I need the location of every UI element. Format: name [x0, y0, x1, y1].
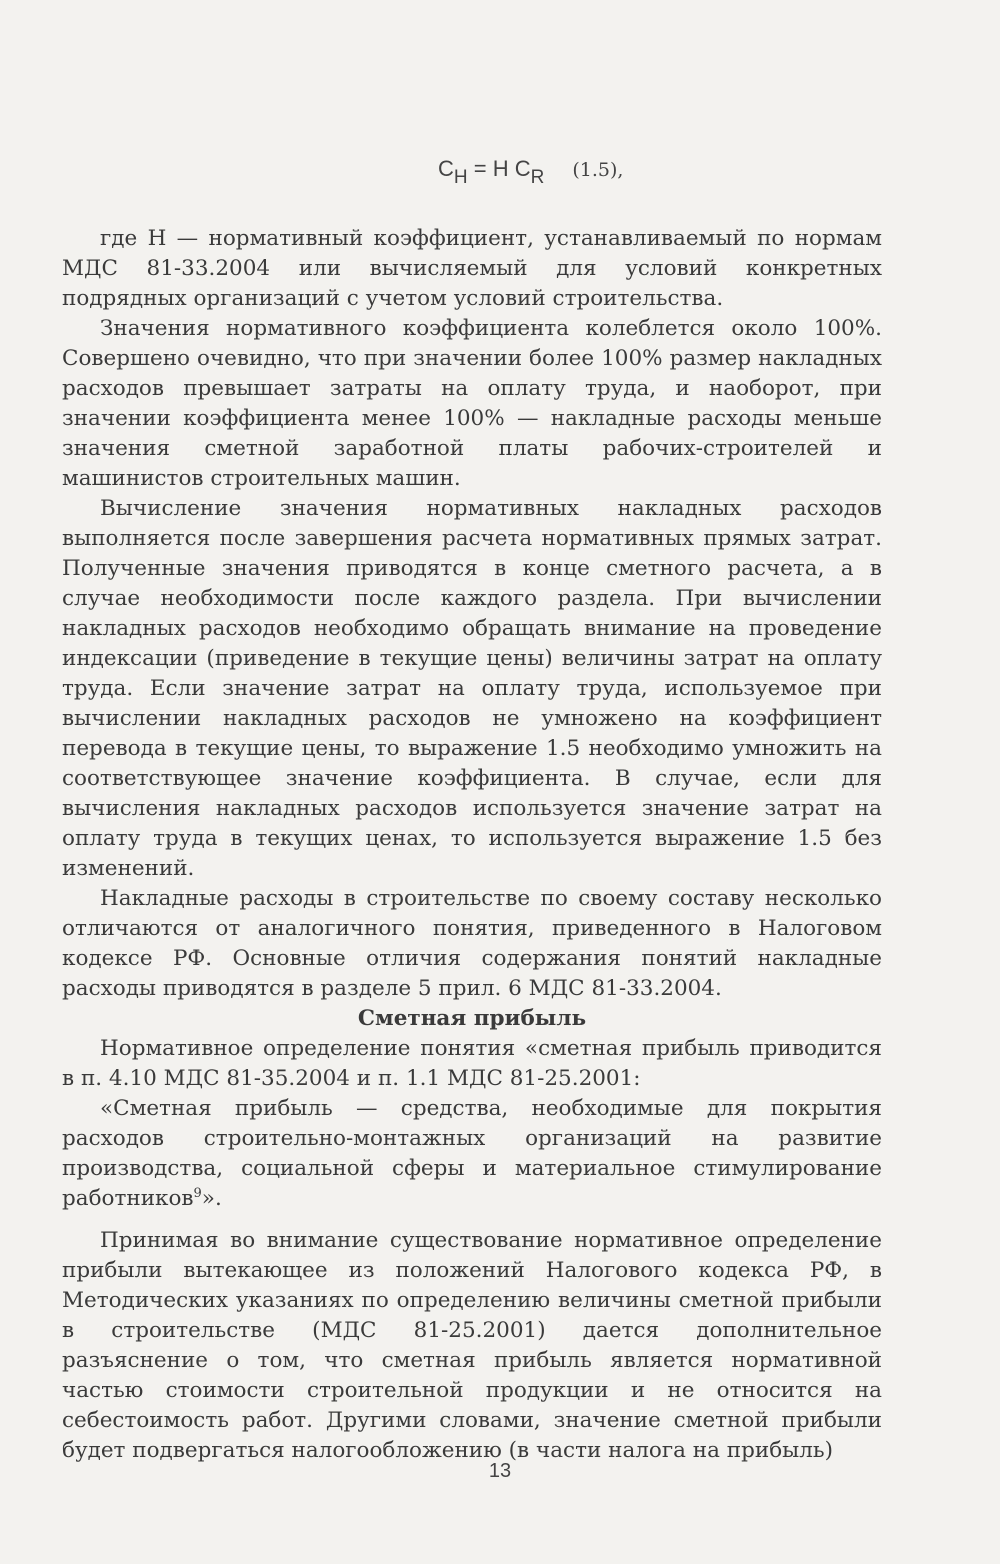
formula-lhs-sub: H [453, 167, 468, 188]
formula-number: (1.5), [572, 159, 624, 181]
formula-lhs: C [438, 156, 454, 181]
page-number: 13 [488, 1460, 512, 1482]
paragraph: где Н — нормативный коэффициент, устанавливаемый по нормам МДС 81-33.2004 или вычисляемый для условий конкретных подрядных организаций с учетом условий строительства. [62, 226, 882, 311]
formula-eq: = H C [467, 156, 531, 181]
paragraph: Значения нормативного коэффициента колеблется около 100%. Совершено очевидно, что при значении более 100% размер накладных расходов превышает затраты на оплату труда, и наоборот, при значении коэффициента менее 100% — накладные расходы меньше значения сметной заработной платы рабочих-строителей и машинистов строительных машин. [62, 316, 882, 491]
paragraph: Накладные расходы в строительстве по своему составу несколько отличаются от аналогичного понятия, приведенного в Налоговом кодексе РФ. Основные отличия содержания понятий накладные расходы приводятся в разделе 5 прил. 6 МДС 81-33.2004. [62, 886, 882, 1001]
paragraph: Принимая во внимание существование нормативное определение прибыли вытекающее из положений Налогового кодекса РФ, в Методических указаниях по определению величины сметной прибыли в строительстве (МДС 81-25.2001) дается дополнительное разъяснение о том, что сметная прибыль является нормативной частью стоимости строительной продукции и не относится на себестоимость работ. Другими словами, значение сметной прибыли будет подвергаться налогообложению (в части налога на прибыль) [62, 1228, 882, 1463]
paragraph: Нормативное определение понятия «сметная прибыль приводится в п. 4.10 МДС 81-35.2004 и п. 1.1 МДС 81-25.2001: [62, 1036, 882, 1091]
footnote-mark: 9 [193, 1185, 202, 1201]
page-body [62, 150, 882, 1466]
quote-paragraph [62, 1094, 882, 1214]
quote-text: «Сметная прибыль — средства, необходимые для покрытия расходов строительно-монтажных организаций на развитие производства, социальной сферы и материальное стимулирование работников [62, 1096, 882, 1211]
section-heading: Сметная прибыль [357, 1006, 587, 1031]
paragraph: Вычисление значения нормативных накладных расходов выполняется после завершения расчета нормативных прямых затрат. Полученные значения приводятся в конце сметного расчета, а в случае необходимости после каждого раздела. При вычислении накладных расходов необходимо обращать внимание на проведение индексации (приведение в текущие цены) величины затрат на оплату труда. Если значение затрат на оплату труда, используемое при вычислении накладных расходов не умножено на коэффициент перевода в текущие цены, то выражение 1.5 необходимо умножить на соответствующее значение коэффициента. В случае, если для вычисления накладных расходов используется значение затрат на оплату труда в текущих ценах, то используется выражение 1.5 без изменений. [62, 496, 882, 881]
formula-rhs-sub: R [530, 167, 545, 188]
quote-closing: ». [201, 1186, 222, 1211]
formula-1-5 [62, 150, 882, 188]
